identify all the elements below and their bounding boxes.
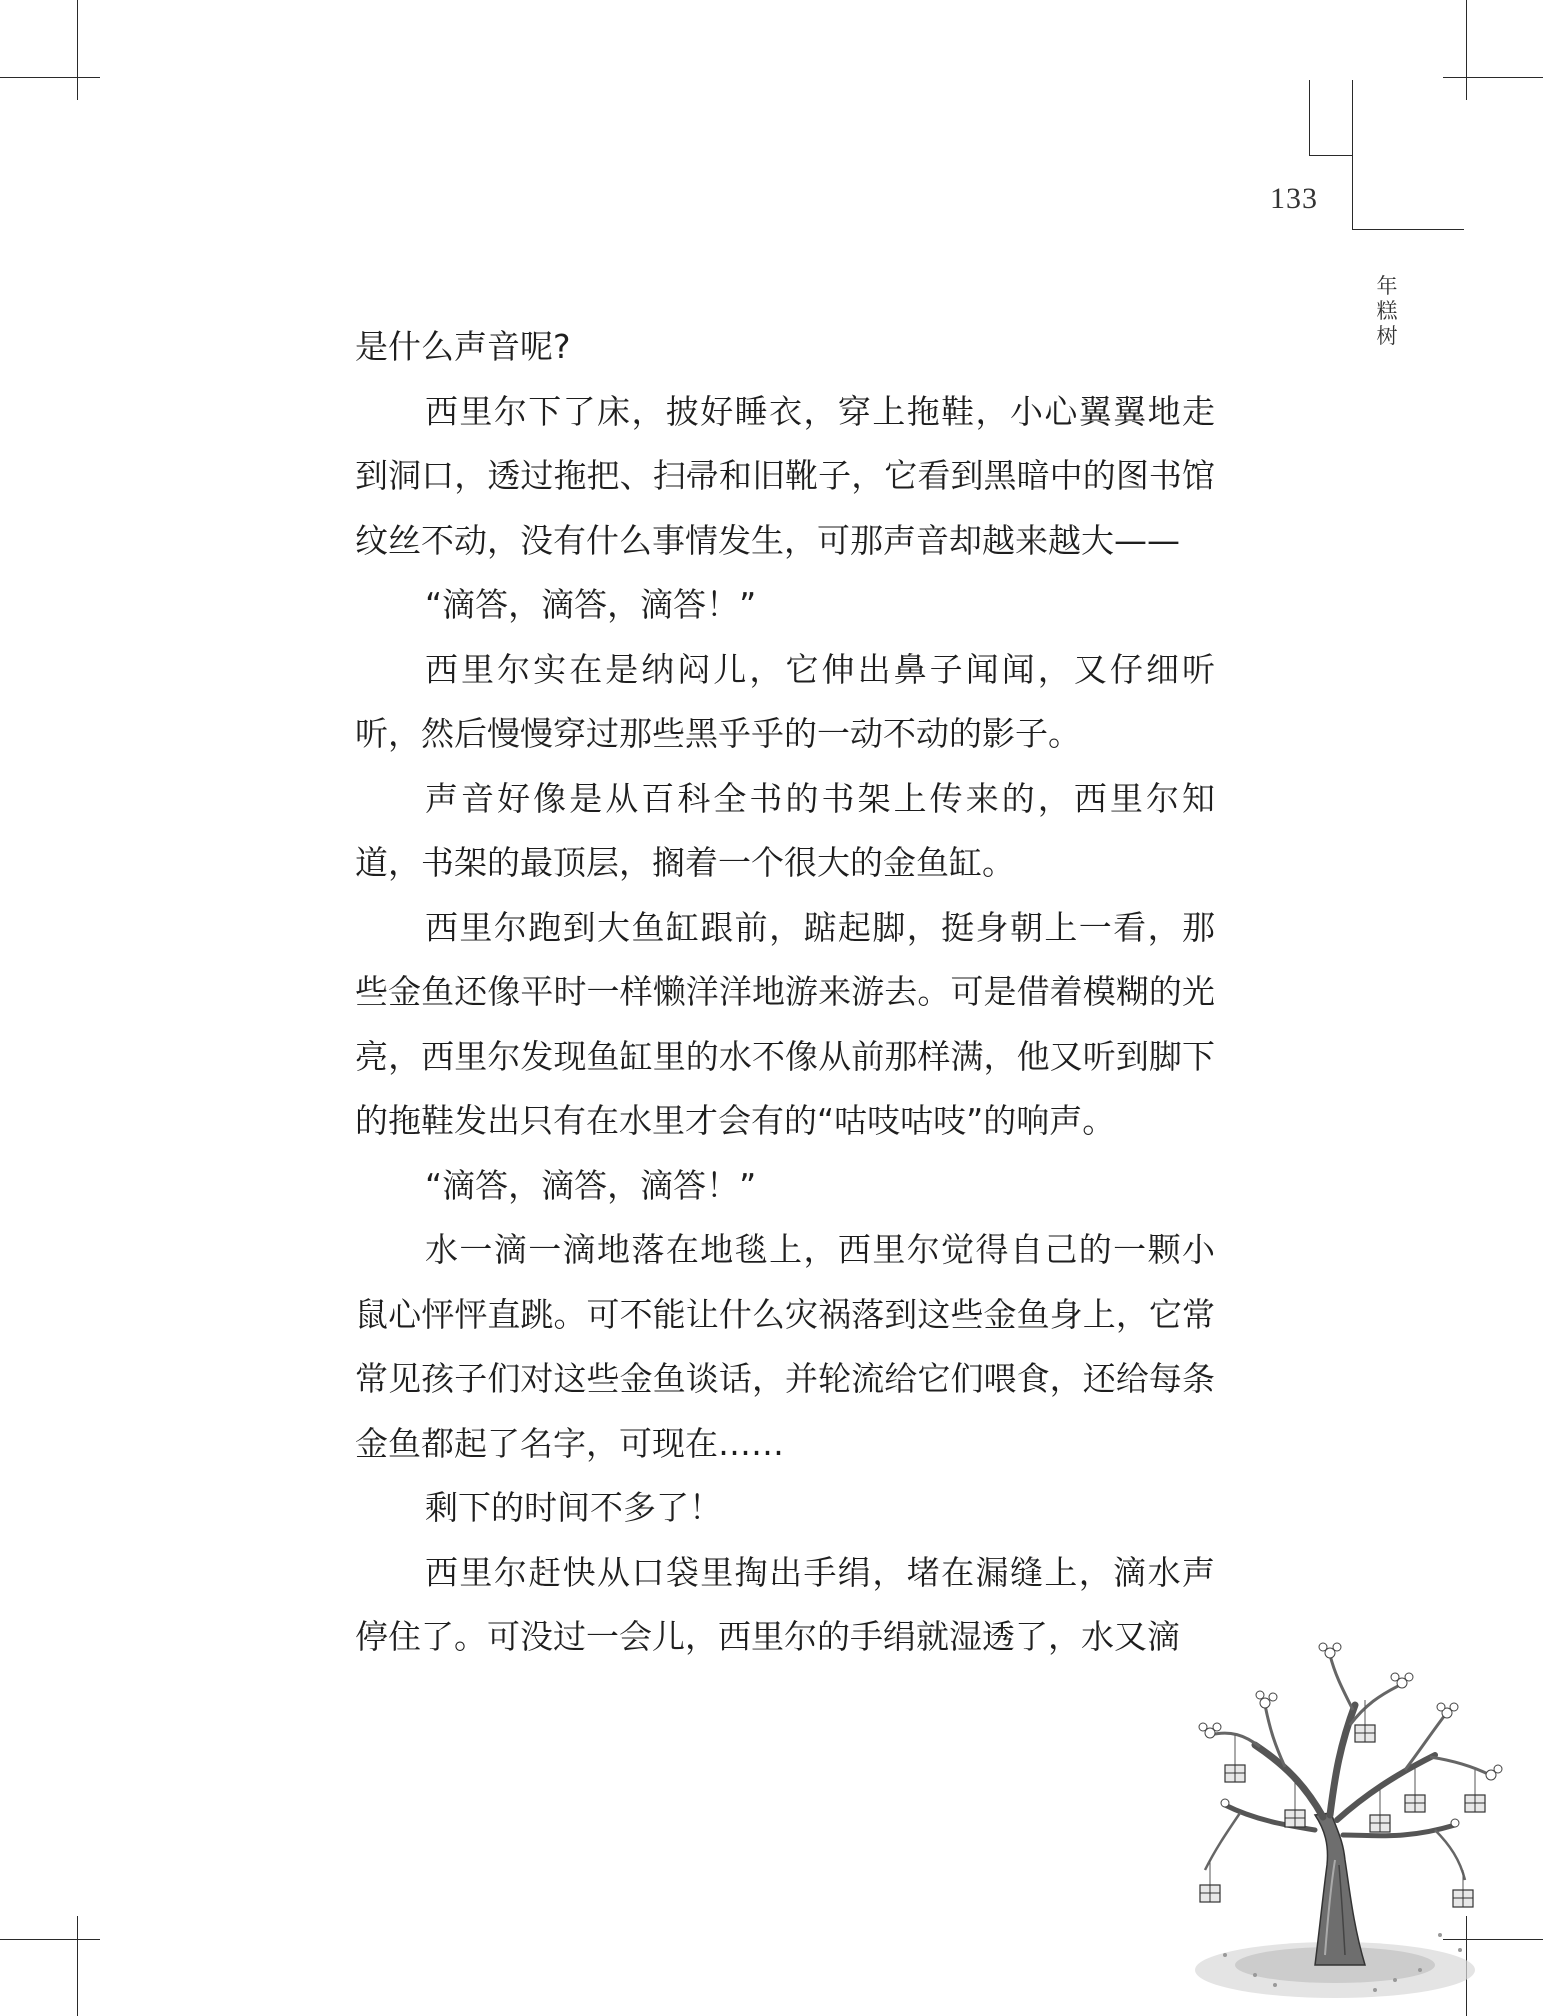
paragraph: 西里尔跑到大鱼缸跟前，踮起脚，挺身朝上一看，那些金鱼还像平时一样懒洋洋地游来游去。可是借着模糊的光亮，西里尔发现鱼缸里的水不像从前那样满，他又听到脚下的拖鞋发出只有在水里才会有的“咕吱咕吱”的响声。 <box>355 907 1215 1140</box>
paragraph: “滴答，滴答，滴答！” <box>425 585 757 624</box>
tree-illustration <box>1165 1635 1525 2015</box>
running-title-char: 糕 <box>1376 299 1398 323</box>
running-title-char: 年 <box>1376 274 1398 298</box>
paragraph: 西里尔赶快从口袋里掏出手绢，堵在漏缝上，滴水声停住了。可没过一会儿，西里尔的手绢就湿透了，水又滴 <box>355 1552 1215 1656</box>
body-text <box>355 315 1215 1670</box>
paragraph: 水一滴一滴地落在地毯上，西里尔觉得自己的一颗小鼠心怦怦直跳。可不能让什么灾祸落到这些金鱼身上，它常常见孩子们对这些金鱼谈话，并轮流给它们喂食，还给每条金鱼都起了名字，可现在…… <box>355 1230 1215 1463</box>
paragraph: 剩下的时间不多了！ <box>425 1488 722 1527</box>
running-title <box>1372 274 1402 349</box>
page-number: 133 <box>1270 182 1318 215</box>
paragraph: 是什么声音呢? <box>355 327 571 366</box>
paragraph: 西里尔下了床，披好睡衣，穿上拖鞋，小心翼翼地走到洞口，透过拖把、扫帚和旧靴子，它看到黑暗中的图书馆纹丝不动，没有什么事情发生，可那声音却越来越大—— <box>355 391 1215 560</box>
running-title-char: 树 <box>1376 324 1398 348</box>
paragraph: “滴答，滴答，滴答！” <box>425 1165 757 1205</box>
paragraph: 西里尔实在是纳闷儿，它伸出鼻子闻闻，又仔细听听，然后慢慢穿过那些黑乎乎的一动不动的影子。 <box>355 649 1215 753</box>
paragraph: 声音好像是从百科全书的书架上传来的，西里尔知道，书架的最顶层，搁着一个很大的金鱼缸。 <box>355 778 1215 882</box>
